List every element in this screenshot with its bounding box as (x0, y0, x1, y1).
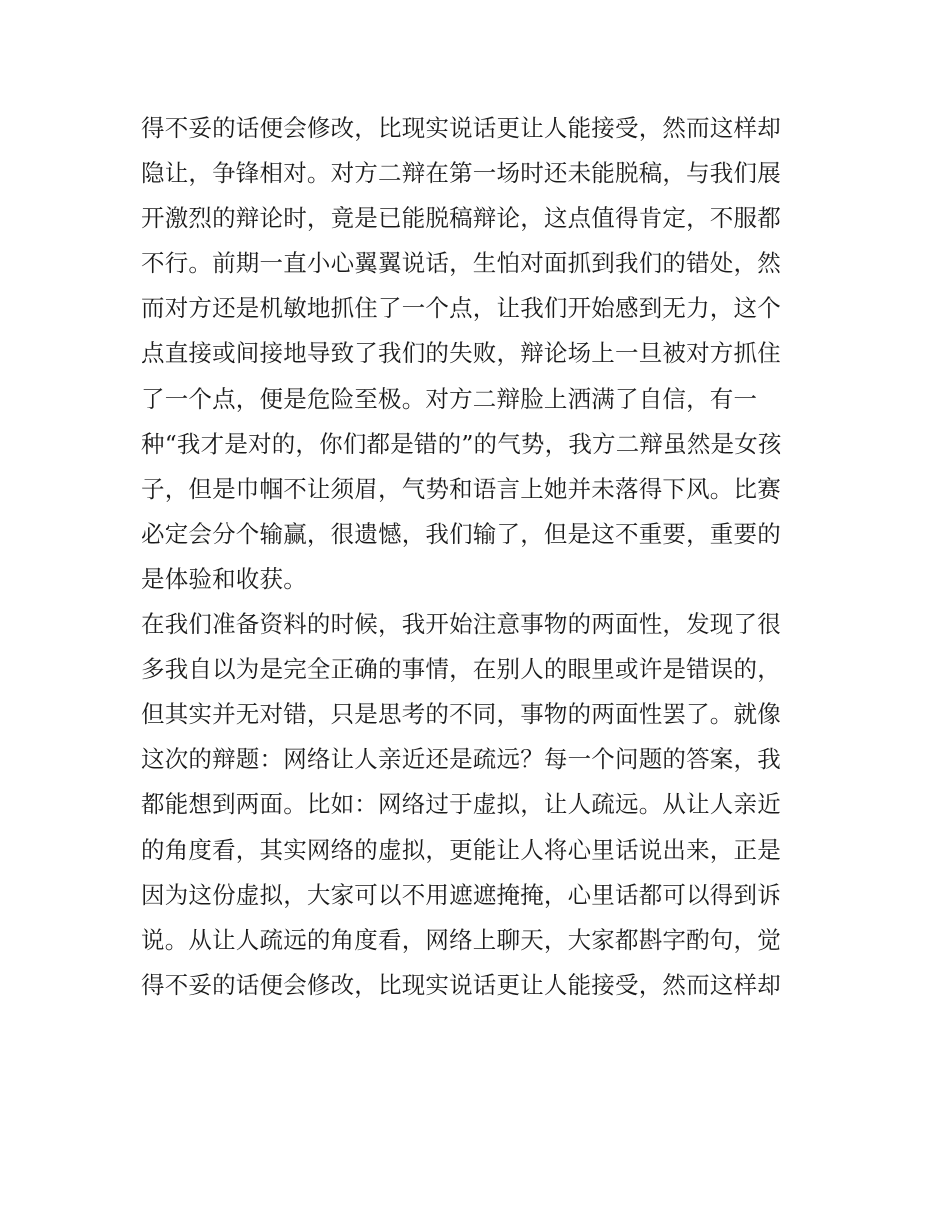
text-line: 这次的辩题：网络让人亲近还是疏远？每一个问题的答案，我 (141, 745, 781, 774)
text-line: 开激烈的辩论时，竟是已能脱稿辩论，这点值得肯定，不服都 (141, 204, 781, 233)
text-line: 说。从让人疏远的角度看，网络上聊天，大家都斟字酌句，觉 (141, 925, 781, 954)
text-line: 在我们准备资料的时候，我开始注意事物的两面性，发现了很 (141, 610, 781, 639)
text-line: 子，但是巾帼不让须眉，气势和语言上她并未落得下风。比赛 (141, 474, 781, 503)
text-line: 的角度看，其实网络的虚拟，更能让人将心里话说出来，正是 (141, 835, 781, 864)
text-line: 但其实并无对错，只是思考的不同，事物的两面性罢了。就像 (141, 700, 781, 729)
text-line: 了一个点，便是危险至极。对方二辩脸上洒满了自信，有一 (141, 384, 758, 413)
document-body (141, 106, 821, 1008)
text-line: 种“我才是对的，你们都是错的”的气势，我方二辩虽然是女孩 (141, 429, 782, 458)
text-line: 得不妥的话便会修改，比现实说话更让人能接受，然而这样却 (141, 970, 781, 999)
text-line: 隐让，争锋相对。对方二辩在第一场时还未能脱稿，与我们展 (141, 159, 781, 188)
text-line: 而对方还是机敏地抓住了一个点，让我们开始感到无力，这个 (141, 294, 781, 323)
text-line: 是体验和收获。 (141, 564, 307, 593)
text-line: 得不妥的话便会修改，比现实说话更让人能接受，然而这样却 (141, 114, 781, 142)
text-line: 必定会分个输赢，很遗憾，我们输了，但是这不重要，重要的 (141, 519, 781, 548)
text-line: 都能想到两面。比如：网络过于虚拟，让人疏远。从让人亲近 (141, 790, 781, 819)
text-line: 多我自以为是完全正确的事情，在别人的眼里或许是错误的， (141, 655, 781, 684)
text-line: 因为这份虚拟，大家可以不用遮遮掩掩，心里话都可以得到诉 (141, 880, 781, 909)
text-line: 不行。前期一直小心翼翼说话，生怕对面抓到我们的错处，然 (141, 249, 781, 278)
text-line: 点直接或间接地导致了我们的失败，辩论场上一旦被对方抓住 (141, 339, 781, 368)
